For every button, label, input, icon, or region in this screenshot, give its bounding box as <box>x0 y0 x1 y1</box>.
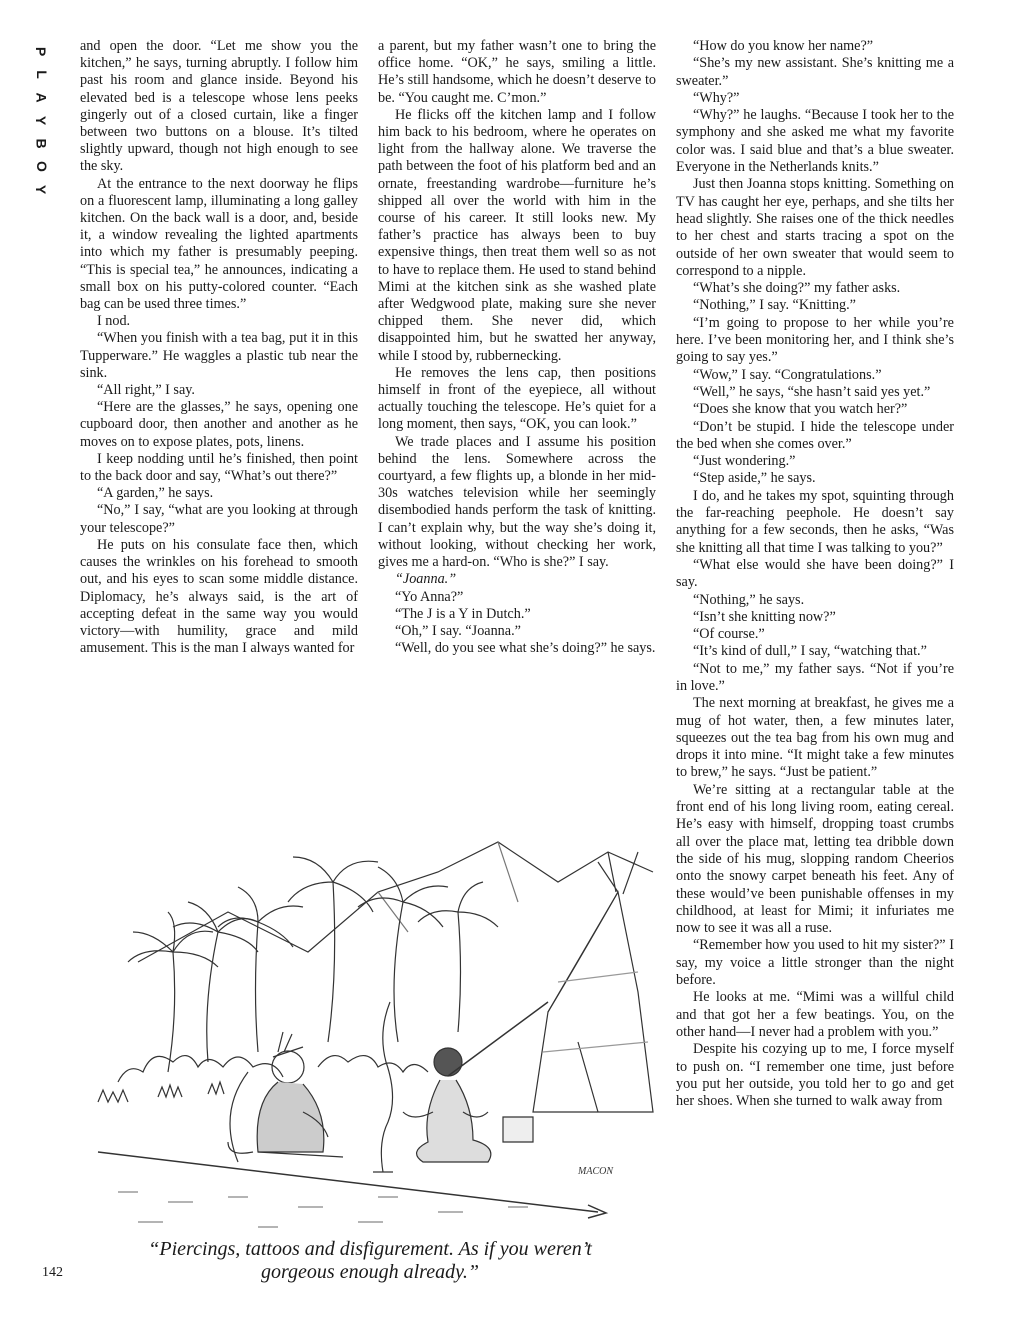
logo-letter: Y <box>33 115 50 126</box>
paragraph: Despite his cozying up to me, I force myself to push on. “I remember one time, just before you put her outside, you told her to go and get her shoes. When she turned to walk away from <box>676 1041 954 1110</box>
paragraph: “Why?” he laughs. “Because I took her to the symphony and she asked me what my favorite color was. I said blue and that’s a blue sweater. Everyone in the Netherlands knits.” <box>676 107 954 176</box>
paragraph: “Here are the glasses,” he says, opening one cupboard door, then another and another as he moves on to expose plates, pots, linens. <box>80 399 358 450</box>
text-column-1 <box>80 38 358 657</box>
paragraph: “I’m going to propose to her while you’re here. I’ve been monitoring her, and I think she’s going to say yes.” <box>676 314 954 366</box>
paragraph: “Step aside,” he says. <box>693 470 816 487</box>
paragraph: He puts on his consulate face then, which causes the wrinkles on his forehead to smooth out, and his eyes to scan some middle distance. Diplomacy, he’s always said, is the art of accepting defeat in the same way you would victory—with humility, grace and mild amusement. This is the man I always wanted for <box>80 536 358 657</box>
paragraph: “A garden,” he says. <box>97 485 214 502</box>
logo-letter: Y <box>33 184 50 195</box>
hut <box>533 852 653 1112</box>
paragraph: He removes the lens cap, then positions himself in front of the eyepiece, all without actually touching the telescope. He’s quiet for a long moment, then says, “OK, you can look.” <box>378 364 656 433</box>
artist-signature: MACON <box>578 1166 613 1177</box>
paragraph: I nod. <box>97 313 131 330</box>
logo-letter: O <box>33 161 50 172</box>
text-column-3 <box>676 38 954 1110</box>
paragraph: “Just wondering.” <box>693 453 796 470</box>
logo-letter: L <box>33 70 50 79</box>
logo-letter: P <box>33 46 50 57</box>
paragraph: “Well,” he says, “she hasn’t said yes yet.” <box>693 383 931 400</box>
paragraph: “Yo Anna?” <box>395 588 464 605</box>
magazine-logo <box>28 40 54 201</box>
cartoon-illustration <box>78 812 658 1240</box>
paragraph: and open the door. “Let me show you the kitchen,” he says, turning abruptly. I follow him past his room and glance inside. Beyond his elevated bed is a telescope whose lens peeks gingerly out of a closed curtain, like a finger between two buttons on a blouse. It’s tilted slightly upward, though not high enough to see the sky. <box>80 38 358 175</box>
seated-woman <box>403 1002 548 1162</box>
paragraph: He flicks off the kitchen lamp and I follow him back to his bedroom, where he operates on light from the hallway alone. We traverse the path between the foot of his platform bed and an ornate, freestanding wardrobe—furniture he’s shipped all over the world with him in the course of his career. It still looks new. My father’s practice has always been to buy expensive things, then treat them well so as not to have to replace them. He used to stand behind Mimi at the kitchen sink as she washed plate after Wedgwood plate, making sure she never chipped them. She never did, which disappointed him, but he swatted her anyway, while I stood by, rubbernecking. <box>378 106 656 364</box>
paragraph: “All right,” I say. <box>97 382 195 399</box>
paragraph: The next morning at breakfast, he gives me a mug of hot water, then, a few minutes later, squeezes out the tea bag from his own mug and drops it into mine. “It might take a few minutes to brew,” he says. “Just be patient.” <box>676 695 954 781</box>
paragraph: “Why?” <box>693 89 740 106</box>
paragraph: We trade places and I assume his position behind the lens. Somewhere across the courtyard, a few flights up, a blonde in her mid-30s watches television while her seemingly disembodied hands perform the task of knitting. I can’t explain why, but the way she’s doing it, without looking, without checking her work, gives me a hard-on. “Who is she?” I say. <box>378 433 656 571</box>
paragraph: “Nothing,” he says. <box>693 591 805 608</box>
paragraph: I keep nodding until he’s finished, then point to the back door and say, “What’s out there?” <box>80 450 358 485</box>
cartoon-caption: “Piercings, tattoos and disfigurement. As if you weren’t gorgeous enough already.” <box>148 1238 592 1283</box>
paragraph: “Oh,” I say. “Joanna.” <box>395 622 521 639</box>
paragraph: “Of course.” <box>693 626 765 643</box>
seated-man <box>228 1032 343 1162</box>
paragraph: “Does she know that you watch her?” <box>693 401 908 418</box>
logo-letter: B <box>33 138 50 149</box>
paragraph: “What else would she have been doing?” I say. <box>676 556 954 591</box>
paragraph: “It’s kind of dull,” I say, “watching that.” <box>693 643 927 660</box>
paragraph: “What’s she doing?” my father asks. <box>693 280 901 297</box>
paragraph: “Don’t be stupid. I hide the telescope under the bed when she comes over.” <box>676 418 954 452</box>
text-column-2 <box>378 38 656 657</box>
paragraph: “Joanna.” <box>395 571 457 588</box>
paragraph: “When you finish with a tea bag, put it in this Tupperware.” He waggles a plastic tub near the sink. <box>80 330 358 381</box>
paragraph: “Isn’t she knitting now?” <box>693 608 836 625</box>
paragraph: Just then Joanna stops knitting. Something on TV has caught her eye, perhaps, and she tilts her head slightly. She raises one of the thick needles to her chest and starts tracing a spot on the outside of her own sweater that would seem to correspond to a nipple. <box>676 176 954 279</box>
page-number: 142 <box>42 1265 63 1280</box>
paragraph: “No,” I say, “what are you looking at through your telescope?” <box>80 502 358 536</box>
spear <box>98 1152 606 1218</box>
paragraph: I do, and he takes my spot, squinting through the far-reaching peephole. He doesn’t say anything for a few seconds, then he asks, “Was she knitting all that time I was talking to you?” <box>676 487 954 556</box>
paragraph: “Nothing,” I say. “Knitting.” <box>693 297 856 314</box>
logo-letter: A <box>33 92 50 103</box>
paragraph: We’re sitting at a rectangular table at the front end of his long living room, eating cereal. He’s easy with himself, dropping toast crumbs all over the place mat, letting tea dribble down the side of his mug, slopping random Cheerios onto the snowy carpet beneath his feet. Any of these would’ve been punishable offenses in my childhood, at least for Mimi; it infuriates me now to see it was all a ruse. <box>676 781 954 937</box>
paragraph: “Remember how you used to hit my sister?” I say, my voice a little stronger than the night before. <box>676 937 954 989</box>
palm-trees <box>128 857 498 1072</box>
paragraph: “Wow,” I say. “Congratulations.” <box>693 366 882 383</box>
paragraph: “Well, do you see what she’s doing?” he says. <box>395 640 656 657</box>
paragraph: He looks at me. “Mimi was a willful child and that got her a few beatings. You, on the other hand—I never had a problem with you.” <box>676 989 954 1040</box>
paragraph: a parent, but my father wasn’t one to bring the office home. “OK,” he says, smiling a little. He’s still handsome, which he doesn’t deserve to be. “You caught me. C’mon.” <box>378 38 656 106</box>
campfire <box>373 1002 393 1172</box>
paragraph: “Not to me,” my father says. “Not if you’re in love.” <box>676 660 954 694</box>
paragraph: At the entrance to the next doorway he flips on a fluorescent lamp, illuminating a long galley kitchen. On the back wall is a door, and, beside it, a window revealing the lighted apartments into which my father is presumably peeping. “This is special tea,” he announces, indicating a small box on his putty-colored counter. “Each bag can be used three times.” <box>80 175 358 313</box>
paragraph: “How do you know her name?” <box>693 38 874 54</box>
paragraph: “The J is a Y in Dutch.” <box>395 605 531 622</box>
paragraph: “She’s my new assistant. She’s knitting me a sweater.” <box>676 55 954 89</box>
